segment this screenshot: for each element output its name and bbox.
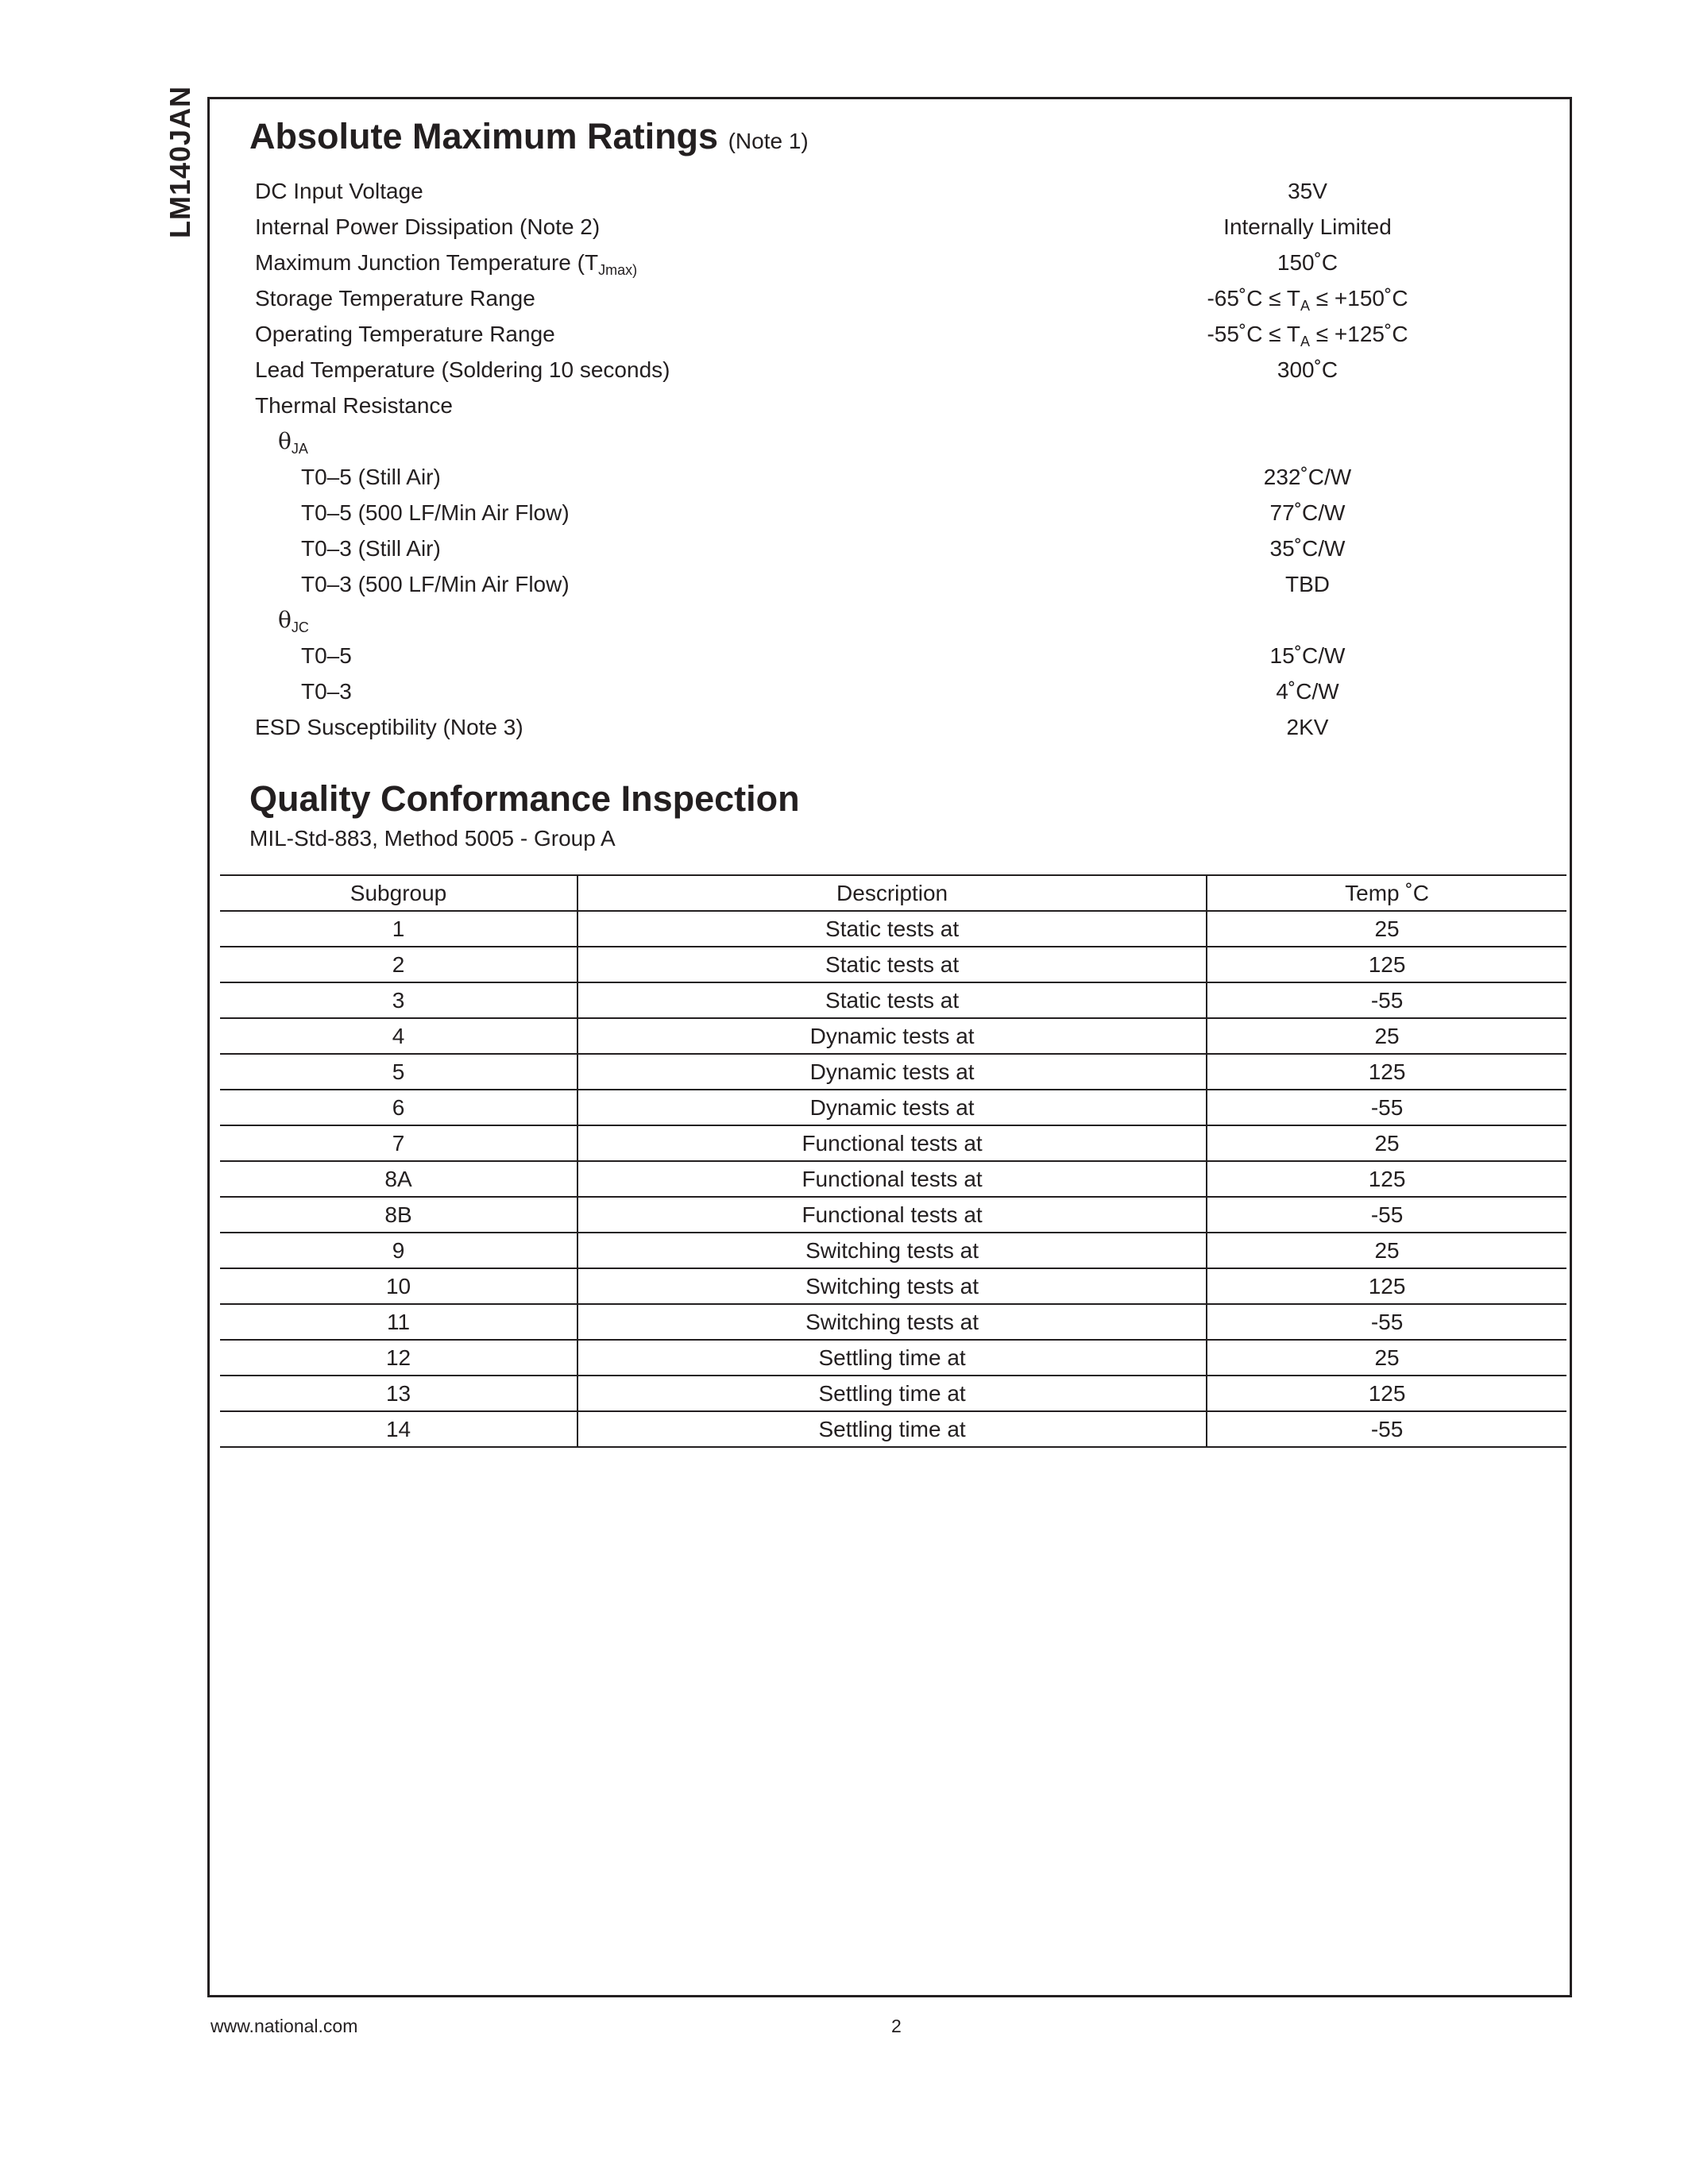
rating-row bbox=[255, 638, 1447, 673]
rating-value: 4˚C/W bbox=[1276, 679, 1339, 704]
rating-row bbox=[255, 352, 1447, 388]
rating-label: T0–3 (Still Air) bbox=[301, 536, 441, 561]
description-cell: Functional tests at bbox=[577, 1125, 1207, 1161]
rating-row bbox=[255, 173, 1447, 209]
rating-row bbox=[255, 209, 1447, 245]
rating-value: 35V bbox=[1288, 179, 1327, 203]
column-header-description: Description bbox=[577, 875, 1207, 911]
table-row bbox=[220, 982, 1566, 1018]
description-cell: Settling time at bbox=[577, 1376, 1207, 1411]
table-row bbox=[220, 1233, 1566, 1268]
abs-max-ratings-list bbox=[255, 173, 1447, 745]
temp-cell: 25 bbox=[1207, 1233, 1566, 1268]
temp-cell: 25 bbox=[1207, 1125, 1566, 1161]
temp-cell: 25 bbox=[1207, 1340, 1566, 1376]
subgroup-cell: 2 bbox=[220, 947, 577, 982]
table-row bbox=[220, 1411, 1566, 1447]
rating-label: ESD Susceptibility (Note 3) bbox=[255, 715, 523, 739]
rating-value: 35˚C/W bbox=[1269, 536, 1346, 561]
subgroup-cell: 9 bbox=[220, 1233, 577, 1268]
rating-label: Storage Temperature Range bbox=[255, 286, 535, 311]
table-row bbox=[220, 947, 1566, 982]
rating-value: 77˚C/W bbox=[1269, 500, 1346, 525]
description-cell: Static tests at bbox=[577, 947, 1207, 982]
description-cell: Dynamic tests at bbox=[577, 1090, 1207, 1125]
footer-page-number: 2 bbox=[891, 2016, 902, 2036]
theta-ja-label: $\theta_{JA}$ bbox=[278, 428, 308, 457]
temp-cell: 125 bbox=[1207, 947, 1566, 982]
rating-value: 2KV bbox=[1286, 715, 1329, 739]
subgroup-cell: 10 bbox=[220, 1268, 577, 1304]
rating-row bbox=[255, 245, 1447, 280]
rating-row bbox=[255, 388, 1447, 423]
table-row bbox=[220, 1340, 1566, 1376]
subgroup-cell: 14 bbox=[220, 1411, 577, 1447]
description-cell: Functional tests at bbox=[577, 1197, 1207, 1233]
description-cell: Switching tests at bbox=[577, 1304, 1207, 1340]
table-row bbox=[220, 1161, 1566, 1197]
rating-row bbox=[255, 280, 1447, 316]
subgroup-cell: 7 bbox=[220, 1125, 577, 1161]
table-row bbox=[220, 1090, 1566, 1125]
rating-row bbox=[255, 602, 1447, 638]
abs-max-title: Absolute Maximum Ratings bbox=[249, 116, 719, 156]
subgroup-cell: 3 bbox=[220, 982, 577, 1018]
temp-cell: 125 bbox=[1207, 1376, 1566, 1411]
rating-row bbox=[255, 673, 1447, 709]
description-cell: Static tests at bbox=[577, 911, 1207, 947]
rating-value: TBD bbox=[1285, 572, 1330, 596]
rating-value: 150˚C bbox=[1277, 250, 1338, 275]
table-row bbox=[220, 1125, 1566, 1161]
rating-row bbox=[255, 531, 1447, 566]
temp-cell: 125 bbox=[1207, 1268, 1566, 1304]
rating-row bbox=[255, 423, 1447, 459]
rating-value: 300˚C bbox=[1277, 357, 1338, 382]
column-header-subgroup: Subgroup bbox=[220, 875, 577, 911]
subgroup-cell: 13 bbox=[220, 1376, 577, 1411]
subgroup-cell: 5 bbox=[220, 1054, 577, 1090]
description-cell: Static tests at bbox=[577, 982, 1207, 1018]
footer-website: www.national.com bbox=[211, 2016, 358, 2036]
column-header-temp: Temp ˚C bbox=[1207, 875, 1566, 911]
temp-cell: -55 bbox=[1207, 982, 1566, 1018]
rating-label: T0–5 (500 LF/Min Air Flow) bbox=[301, 500, 570, 525]
subgroup-cell: 1 bbox=[220, 911, 577, 947]
subgroup-cell: 12 bbox=[220, 1340, 577, 1376]
temp-cell: 125 bbox=[1207, 1161, 1566, 1197]
rating-label: T0–3 (500 LF/Min Air Flow) bbox=[301, 572, 570, 596]
theta-jc-label: $\theta_{JC}$ bbox=[278, 607, 309, 635]
subgroup-cell: 6 bbox=[220, 1090, 577, 1125]
abs-max-note: (Note 1) bbox=[728, 129, 809, 153]
rating-row bbox=[255, 459, 1447, 495]
description-cell: Switching tests at bbox=[577, 1233, 1207, 1268]
rating-value: -55˚C ≤ $T_A$ ≤ +125˚C bbox=[1207, 322, 1408, 349]
description-cell: Functional tests at bbox=[577, 1161, 1207, 1197]
rating-label: T0–5 bbox=[301, 643, 352, 668]
temp-cell: -55 bbox=[1207, 1090, 1566, 1125]
description-cell: Settling time at bbox=[577, 1411, 1207, 1447]
rating-label: Operating Temperature Range bbox=[255, 322, 555, 346]
description-cell: Settling time at bbox=[577, 1340, 1207, 1376]
rating-row bbox=[255, 316, 1447, 352]
description-cell: Dynamic tests at bbox=[577, 1054, 1207, 1090]
temp-cell: -55 bbox=[1207, 1304, 1566, 1340]
table-header-row bbox=[220, 875, 1566, 911]
abs-max-heading bbox=[249, 116, 809, 157]
description-cell: Switching tests at bbox=[577, 1268, 1207, 1304]
rating-row bbox=[255, 566, 1447, 602]
rating-label: Internal Power Dissipation (Note 2) bbox=[255, 214, 601, 239]
rating-label: Lead Temperature (Soldering 10 seconds) bbox=[255, 357, 670, 382]
table-row bbox=[220, 1304, 1566, 1340]
rating-label: T0–5 (Still Air) bbox=[301, 465, 441, 489]
rating-label: Thermal Resistance bbox=[255, 393, 453, 418]
temp-cell: -55 bbox=[1207, 1411, 1566, 1447]
temp-cell: 25 bbox=[1207, 911, 1566, 947]
subgroup-cell: 4 bbox=[220, 1018, 577, 1054]
temp-cell: 125 bbox=[1207, 1054, 1566, 1090]
table-row bbox=[220, 1054, 1566, 1090]
qci-table bbox=[220, 874, 1566, 1448]
rating-label: DC Input Voltage bbox=[255, 179, 423, 203]
rating-label: Maximum Junction Temperature ($T_{Jmax)}$ bbox=[255, 250, 638, 278]
rating-value: -65˚C ≤ $T_A$ ≤ +150˚C bbox=[1207, 286, 1408, 314]
rating-row bbox=[255, 709, 1447, 745]
table-row bbox=[220, 1018, 1566, 1054]
qci-subtitle: MIL-Std-883, Method 5005 - Group A bbox=[249, 826, 616, 851]
description-cell: Dynamic tests at bbox=[577, 1018, 1207, 1054]
table-row bbox=[220, 1268, 1566, 1304]
table-row bbox=[220, 1376, 1566, 1411]
subgroup-cell: 8A bbox=[220, 1161, 577, 1197]
subgroup-cell: 11 bbox=[220, 1304, 577, 1340]
rating-row bbox=[255, 495, 1447, 531]
qci-title: Quality Conformance Inspection bbox=[249, 778, 800, 819]
rating-label: T0–3 bbox=[301, 679, 352, 704]
rating-value: 15˚C/W bbox=[1269, 643, 1346, 668]
rating-value: Internally Limited bbox=[1223, 214, 1392, 239]
table-row bbox=[220, 1197, 1566, 1233]
subgroup-cell: 8B bbox=[220, 1197, 577, 1233]
temp-cell: -55 bbox=[1207, 1197, 1566, 1233]
temp-cell: 25 bbox=[1207, 1018, 1566, 1054]
table-row bbox=[220, 911, 1566, 947]
rating-value: 232˚C/W bbox=[1263, 465, 1352, 489]
part-number-side-label: LM140JAN bbox=[164, 85, 196, 238]
